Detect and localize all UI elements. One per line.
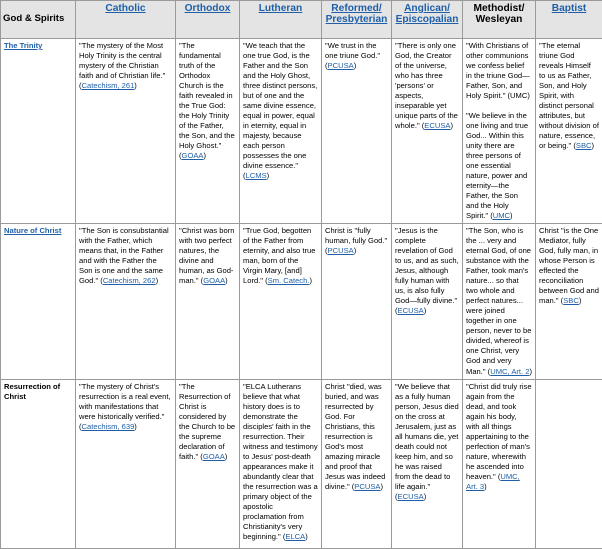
cell-quote: "The Son is consubstantial with the Father, which means that, in the Father and with the Father the Son is one and the same God." ( [79,226,169,285]
row-header-label[interactable]: The Trinity [4,41,42,50]
cell-quote: "The mystery of the Most Holy Trinity is the central mystery of the Christian faith and of Christian life." ( [79,41,165,90]
citation-link[interactable]: PCUSA [354,482,380,491]
table-cell [463,379,536,548]
table-cell [176,379,240,548]
column-header-anglican [392,1,463,39]
column-link-reformed[interactable]: Reformed/ Presbyterian [326,3,388,25]
table-cell [240,379,322,548]
citation-close: ) [134,422,137,431]
citation-close: ) [592,141,595,150]
cell-quote: "We believe that as a fully human person, Jesus died on the cross at Jerusalem, just as all humans die, yet death could not keep him, and so he was raised from the dead to life again." ( [395,382,459,501]
citation-link[interactable]: Catechism, 639 [82,422,135,431]
table-cell [76,39,176,224]
column-header-baptist [536,1,602,39]
citation-close: ) [510,211,513,220]
table-cell [322,379,392,548]
citation-close: ) [267,171,270,180]
table-cell [76,379,176,548]
citation-close: ) [450,121,453,130]
cell-quote: "The eternal triune God reveals Himself to us as Father, Son, and Holy Spirit, with distinct personal attributes, but without division of nature, essence, or being." ( [539,41,599,150]
column-header-methodist: Methodist/ Wesleyan [463,1,536,39]
cell-quote: "Jesus is the complete revelation of God to us, and as such, Jesus, although fully human with us, is also fully God—fully divine." ( [395,226,459,315]
table-row [1,379,602,548]
citation-link[interactable]: ELCA [285,532,305,541]
citation-close: ) [529,367,532,376]
citation-close: ) [309,276,312,285]
cell-quote: "There is only one God, the Creator of the universe, who has three 'persons' or aspects, inseparable yet unique parts of the whole." ( [395,41,458,130]
column-link-baptist[interactable]: Baptist [552,3,587,14]
citation-close: ) [354,61,357,70]
citation-link[interactable]: Catechism, 262 [103,276,156,285]
citation-link[interactable]: PCUSA [328,246,354,255]
cell-quote: Christ "is the One Mediator, fully God, fully man, in whose Person is effected the reconciliation between God and man." ( [539,226,599,305]
citation-close: ) [134,81,137,90]
table-cell [392,379,463,548]
citation-close: ) [203,151,206,160]
citation-link[interactable]: SBC [576,141,592,150]
citation-link[interactable]: UMC, Art. 3 [466,472,520,491]
citation-link[interactable]: ECUSA [424,121,450,130]
cell-quote: "We teach that the one true God, is the Father and the Son and the Holy Ghost, three distinct persons, but of one and the same divine essence, equal in power, equal in eternity, equal in majesty, because each person possesses the one divine essence." ( [243,41,317,180]
column-header-lutheran [240,1,322,39]
table-cell [240,39,322,224]
citation-link[interactable]: SBC [563,296,579,305]
column-link-anglican[interactable]: Anglican/ Episcopalian [396,3,459,25]
row-header [1,224,76,379]
citation-link[interactable]: UMC [493,211,510,220]
table-cell [322,224,392,379]
table-cell [76,224,176,379]
table-cell [536,224,602,379]
citation-close: ) [225,276,228,285]
table-cell [240,224,322,379]
table-cell [463,39,536,224]
cell-quote: "The fundamental truth of the Orthodox Church is the faith revealed in the True God: the Holy Trinity of the Father, the Son, and the Holy Ghost." ( [179,41,235,160]
column-link-orthodox[interactable]: Orthodox [185,3,231,14]
cell-quote: "The mystery of Christ's resurrection is a real event, with manifestations that were historically verified." ( [79,382,171,431]
table-row [1,224,602,379]
header-row [1,1,602,39]
citation-link[interactable]: GOAA [182,151,204,160]
citation-close: ) [424,306,427,315]
cell-quote: "Christ did truly rise again from the dead, and took again his body, with all things appertaining to the perfection of man's nature, wherewith he ascended into heaven." ( [466,382,532,481]
corner-header: God & Spirits [1,1,76,39]
citation-close: ) [380,482,383,491]
row-header [1,379,76,548]
citation-close: ) [484,482,487,491]
cell-quote: "Christ was born with two perfect natures, the divine and human, as God-man." ( [179,226,234,285]
table-cell [392,39,463,224]
row-header [1,39,76,224]
column-header-catholic [76,1,176,39]
column-link-catholic[interactable]: Catholic [105,3,145,14]
citation-link[interactable]: GOAA [203,276,225,285]
cell-quote: "True God, begotten of the Father from eternity, and also true man, born of the Virgin Mary, [and] Lord." ( [243,226,315,285]
table-cell [176,224,240,379]
cell-quote: "We trust in the one triune God." ( [325,41,380,70]
table-cell [322,39,392,224]
citation-close: ) [156,276,159,285]
table-row [1,39,602,224]
citation-link[interactable]: UMC, Art. 2 [490,367,529,376]
citation-link[interactable]: Sm. Catech. [268,276,310,285]
cell-quote: "The Resurrection of Christ is considered by the Church to be the supreme declaration of faith." ( [179,382,235,461]
column-link-lutheran[interactable]: Lutheran [259,3,303,14]
table-cell [536,39,602,224]
citation-close: ) [354,246,357,255]
citation-link[interactable]: ECUSA [398,492,424,501]
cell-quote: "With Christians of other communions we confess belief in the triune God—Father, Son, and Holy Spirit." (UMC) "We believe in the one living and true God... Within this unity there are three persons of one essential nature, power and eternity—the Father, the Son and the Holy Spirit." ( [466,41,530,220]
cell-quote: "ELCA Lutherans believe that what history does is to demonstrate the disciples' faith in the resurrection. Their witness and testimony to Jesus' post-death appearances make it abundantly clear that the resurrection was a primary object of the apostolic proclamation from Christianity's very beginning." ( [243,382,318,541]
table-cell [536,379,602,548]
citation-close: ) [579,296,582,305]
citation-close: ) [424,492,427,501]
citation-link[interactable]: LCMS [246,171,267,180]
column-header-reformed [322,1,392,39]
citation-link[interactable]: ECUSA [398,306,424,315]
table-cell [392,224,463,379]
table-cell [463,224,536,379]
citation-close: ) [225,452,228,461]
row-header-label: Resurrection of Christ [4,382,60,401]
row-header-label[interactable]: Nature of Christ [4,226,61,235]
citation-close: ) [305,532,308,541]
cell-quote: Christ "died, was buried, and was resurrected by God. For Christians, this resurrection is God's most amazing miracle and proof that Jesus was indeed divine." ( [325,382,385,491]
citation-link[interactable]: Catechism, 261 [82,81,135,90]
citation-link[interactable]: PCUSA [328,61,354,70]
column-header-orthodox [176,1,240,39]
cell-quote: "The Son, who is the ... very and eternal God, of one substance with the Father, took man's nature... so that two whole and perfect natures... were joined together in one person, never to be divided, whereof is one Christ, very God and very Man." ( [466,226,531,375]
citation-link[interactable]: GOAA [203,452,225,461]
table-cell [176,39,240,224]
cell-quote: Christ is "fully human, fully God." ( [325,226,387,255]
